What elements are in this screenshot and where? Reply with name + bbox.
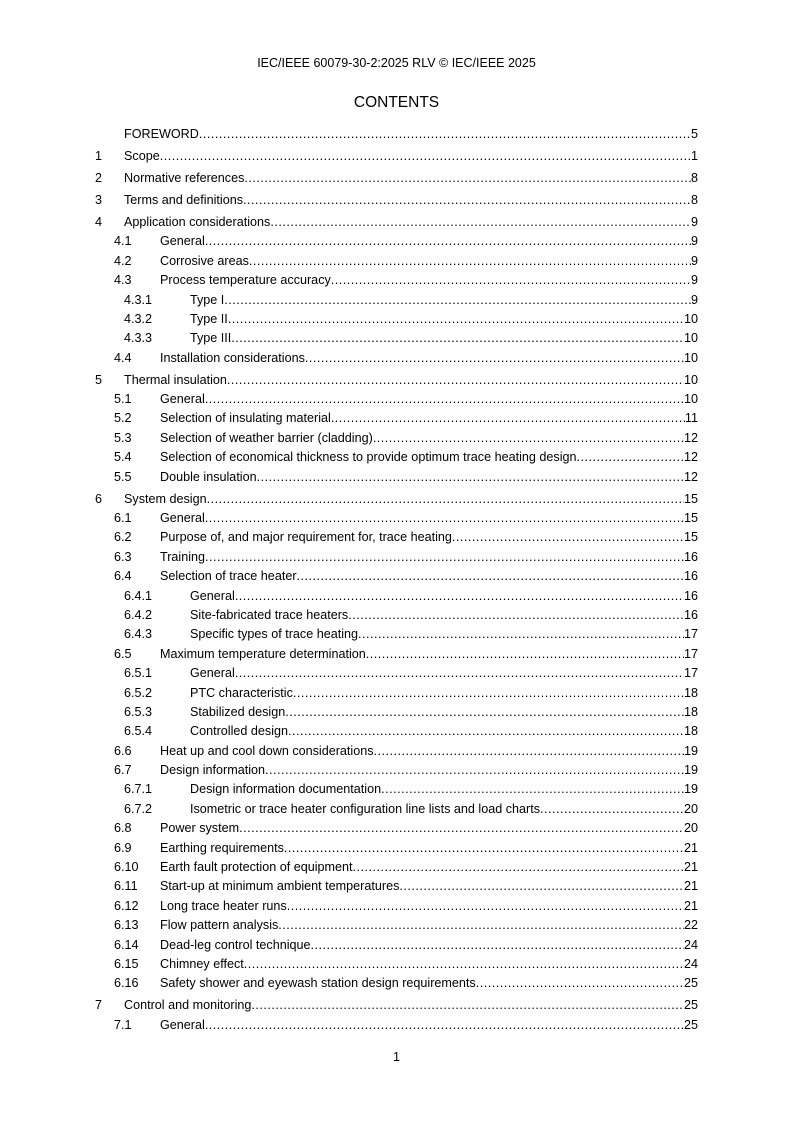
toc-entry[interactable] <box>95 147 698 166</box>
dot-leader <box>257 468 684 487</box>
toc-entry-number: 6.1 <box>114 510 132 525</box>
toc-entry[interactable] <box>95 448 698 467</box>
dot-leader <box>249 252 691 271</box>
dot-leader <box>284 839 684 858</box>
toc-entry-title: Process temperature accuracy <box>160 273 331 288</box>
toc-entry-number: 6.13 <box>114 918 139 933</box>
toc-entry-number: 6.12 <box>114 898 139 913</box>
toc-entry-page: 16 <box>683 549 698 564</box>
toc-entry-page: 21 <box>683 860 698 875</box>
toc-entry[interactable] <box>95 761 698 780</box>
toc-entry-page: 9 <box>690 273 698 288</box>
toc-entry-title: PTC characteristic <box>190 685 293 700</box>
toc-entry-number: 6.4.2 <box>124 607 153 622</box>
dot-leader <box>331 409 685 428</box>
toc-entry-page: 16 <box>683 588 698 603</box>
toc-entry[interactable] <box>95 232 698 251</box>
toc-entry-number: 6.4.1 <box>124 588 153 603</box>
toc-entry-page: 21 <box>683 898 698 913</box>
dot-leader <box>251 996 684 1015</box>
toc-entry-title: Maximum temperature determination <box>160 646 366 661</box>
toc-entry-page: 9 <box>690 292 698 307</box>
toc-entry-title: Isometric or trace heater configuration line lists and load charts <box>190 801 540 816</box>
toc-entry[interactable] <box>95 429 698 448</box>
toc-entry-title: General <box>160 1017 205 1032</box>
toc-entry[interactable] <box>95 645 698 664</box>
toc-entry-page: 25 <box>683 1017 698 1032</box>
toc-entry-title: Controlled design <box>190 724 289 739</box>
toc-entry-number: 6.7.1 <box>124 782 153 797</box>
toc-entry-page: 11 <box>684 411 698 426</box>
toc-entry-title: General <box>190 666 235 681</box>
toc-entry-page: 12 <box>683 450 698 465</box>
toc-entry-number: 4.2 <box>114 253 132 268</box>
toc-entry-number: 4.1 <box>114 234 132 249</box>
toc-entry-title: Corrosive areas <box>160 253 249 268</box>
dot-leader <box>205 1016 684 1035</box>
toc-entry-title: FOREWORD <box>124 127 199 141</box>
toc-entry-page: 9 <box>690 253 698 268</box>
toc-entry-number: 6.5.1 <box>124 666 153 681</box>
toc-entry-page: 15 <box>683 530 698 545</box>
toc-entry-page: 12 <box>683 469 698 484</box>
toc-entry-number: 6.5.3 <box>124 704 153 719</box>
toc-entry-title: Flow pattern analysis <box>160 918 279 933</box>
toc-entry-title: General <box>160 392 205 407</box>
toc-entry-title: Purpose of, and major requirement for, trace heating <box>160 530 452 545</box>
dot-leader <box>205 509 684 528</box>
toc-entry[interactable] <box>95 371 698 390</box>
toc-entry-title: Training <box>160 549 206 564</box>
toc-entry-title: Specific types of trace heating <box>190 627 359 642</box>
toc-entry-number: 6.9 <box>114 840 132 855</box>
document-header: IEC/IEEE 60079-30-2:2025 RLV © IEC/IEEE 2025 <box>257 56 536 70</box>
dot-leader <box>205 232 691 251</box>
toc-entry-number: 6.6 <box>114 743 132 758</box>
toc-entry-number: 7 <box>95 998 103 1013</box>
toc-entry[interactable] <box>95 291 698 310</box>
toc-entry-number: 6.10 <box>114 860 139 875</box>
toc-entry[interactable] <box>95 955 698 974</box>
toc-entry[interactable] <box>95 996 698 1015</box>
dot-leader <box>366 645 684 664</box>
toc-entry[interactable] <box>95 703 698 722</box>
dot-leader <box>270 213 691 232</box>
toc-entry-number: 5.5 <box>114 469 132 484</box>
toc-entry-page: 10 <box>683 372 698 387</box>
toc-entry-page: 18 <box>683 704 698 719</box>
dot-leader <box>373 429 684 448</box>
toc-entry-title: Dead-leg control technique <box>160 937 311 952</box>
toc-entry-page: 9 <box>690 214 698 229</box>
toc-entry[interactable] <box>95 800 698 819</box>
dot-leader <box>278 916 684 935</box>
toc-entry[interactable] <box>95 310 698 329</box>
dot-leader <box>227 371 684 390</box>
toc-entry-title: Terms and definitions <box>124 192 244 207</box>
toc-entry[interactable] <box>95 974 698 993</box>
toc-entry-number: 6 <box>95 491 103 506</box>
dot-leader <box>331 271 691 290</box>
toc-entry-page: 19 <box>683 782 698 797</box>
toc-entry-title: Selection of economical thickness to provide optimum trace heating design <box>160 450 577 465</box>
toc-entry-number: 4 <box>95 214 103 229</box>
toc-entry-number: 5.3 <box>114 430 132 445</box>
dot-leader <box>452 528 684 547</box>
dot-leader <box>297 567 684 586</box>
toc-entry[interactable] <box>95 409 698 428</box>
toc-entry-page: 19 <box>683 763 698 778</box>
toc-entry[interactable] <box>95 329 698 348</box>
toc-entry-title: Power system <box>160 821 240 836</box>
toc-entry-page: 10 <box>683 392 698 407</box>
toc-entry-title: General <box>160 234 205 249</box>
toc-entry-page: 17 <box>683 646 698 661</box>
toc-entry-title: Earth fault protection of equipment <box>160 860 353 875</box>
toc-entry-page: 18 <box>683 685 698 700</box>
toc-entry[interactable] <box>95 587 698 606</box>
toc-entry[interactable] <box>95 567 698 586</box>
dot-leader <box>231 329 684 348</box>
toc-entry-title: Heat up and cool down considerations <box>160 743 374 758</box>
toc-entry-number: 7.1 <box>114 1017 132 1032</box>
dot-leader <box>358 625 684 644</box>
toc-entry-page: 8 <box>690 192 698 207</box>
toc-entry-page: 16 <box>683 569 698 584</box>
toc-entry-number: 6.2 <box>114 530 132 545</box>
dot-leader <box>311 936 684 955</box>
toc-entry-number: 6.5.2 <box>124 685 153 700</box>
page-title: CONTENTS <box>353 94 440 111</box>
toc-entry-title: Stabilized design <box>190 704 286 719</box>
toc-entry[interactable] <box>95 897 698 916</box>
toc-entry-page: 24 <box>683 956 698 971</box>
dot-leader <box>160 147 691 166</box>
dot-leader <box>228 310 684 329</box>
table-of-contents <box>95 125 698 1035</box>
toc-entry-number: 6.16 <box>114 976 139 991</box>
toc-entry-number: 4.3.3 <box>124 331 153 346</box>
toc-entry-title: Selection of trace heater <box>160 569 297 584</box>
toc-entry-title: Design information documentation <box>190 782 382 797</box>
toc-entry-number: 6.7.2 <box>124 801 153 816</box>
dot-leader <box>235 587 684 606</box>
dot-leader <box>207 490 684 509</box>
toc-entry-page: 10 <box>683 331 698 346</box>
dot-leader <box>540 800 684 819</box>
dot-leader <box>235 664 684 683</box>
toc-entry-number: 6.14 <box>114 937 139 952</box>
toc-entry-number: 4.3 <box>114 273 132 288</box>
toc-entry[interactable] <box>95 349 698 368</box>
toc-entry-title: Scope <box>124 148 160 163</box>
dot-leader <box>285 703 684 722</box>
toc-entry-title: Safety shower and eyewash station design requirements <box>160 976 476 991</box>
dot-leader <box>305 349 684 368</box>
toc-entry[interactable] <box>95 271 698 290</box>
toc-entry-number: 4.4 <box>114 350 132 365</box>
toc-entry-number: 1 <box>95 148 103 163</box>
toc-entry[interactable] <box>95 625 698 644</box>
toc-entry[interactable] <box>95 742 698 761</box>
toc-entry-number: 6.5 <box>114 646 132 661</box>
toc-entry-page: 21 <box>683 879 698 894</box>
toc-entry-page: 25 <box>683 998 698 1013</box>
toc-entry-title: Type II <box>190 311 228 326</box>
toc-entry-number: 5.1 <box>114 392 132 407</box>
toc-entry[interactable] <box>95 606 698 625</box>
dot-leader <box>399 877 684 896</box>
toc-entry-number: 6.4.3 <box>124 627 153 642</box>
toc-entry-number: 3 <box>95 192 103 207</box>
toc-entry-title: Site-fabricated trace heaters <box>190 607 349 622</box>
toc-entry[interactable] <box>95 936 698 955</box>
toc-entry-page: 25 <box>683 976 698 991</box>
dot-leader <box>381 780 684 799</box>
toc-entry-number: 6.8 <box>114 821 132 836</box>
toc-entry[interactable] <box>95 468 698 487</box>
dot-leader <box>205 548 684 567</box>
toc-entry-number: 5 <box>95 372 103 387</box>
toc-entry[interactable] <box>95 125 698 144</box>
dot-leader <box>244 955 684 974</box>
toc-entry[interactable] <box>95 916 698 935</box>
toc-entry[interactable] <box>95 509 698 528</box>
toc-entry-title: Chimney effect <box>160 956 244 971</box>
toc-entry-page: 24 <box>683 937 698 952</box>
toc-entry[interactable] <box>95 722 698 741</box>
toc-entry-title: Selection of insulating material <box>160 411 331 426</box>
toc-entry[interactable] <box>95 169 698 188</box>
dot-leader <box>288 722 684 741</box>
toc-entry-number: 5.4 <box>114 450 132 465</box>
toc-entry[interactable] <box>95 191 698 210</box>
toc-entry-number: 6.3 <box>114 549 132 564</box>
toc-entry-page: 20 <box>683 821 698 836</box>
toc-entry-number: 6.15 <box>114 956 139 971</box>
toc-entry[interactable] <box>95 490 698 509</box>
toc-entry-number: 6.11 <box>114 879 138 894</box>
toc-entry-number: 4.3.2 <box>124 311 153 326</box>
toc-entry-title: Thermal insulation <box>124 372 227 387</box>
toc-entry-number: 6.7 <box>114 763 132 778</box>
toc-entry-page: 15 <box>683 491 698 506</box>
toc-entry-page: 18 <box>683 724 698 739</box>
toc-entry-title: Type I <box>190 292 225 307</box>
dot-leader <box>293 684 684 703</box>
toc-entry-page: 1 <box>690 148 698 163</box>
toc-entry-page: 21 <box>683 840 698 855</box>
dot-leader <box>199 125 691 144</box>
toc-entry-title: Long trace heater runs <box>160 898 287 913</box>
dot-leader <box>265 761 684 780</box>
toc-entry-number: 6.5.4 <box>124 724 153 739</box>
toc-entry-number: 4.3.1 <box>124 292 153 307</box>
dot-leader <box>353 858 684 877</box>
toc-entry-title: System design <box>124 491 207 506</box>
toc-entry-title: Design information <box>160 763 265 778</box>
dot-leader <box>577 448 684 467</box>
toc-entry[interactable] <box>95 213 698 232</box>
toc-entry-page: 16 <box>683 607 698 622</box>
toc-entry[interactable] <box>95 780 698 799</box>
dot-leader <box>476 974 684 993</box>
toc-entry-page: 20 <box>683 801 698 816</box>
toc-entry-title: Installation considerations <box>160 350 305 365</box>
toc-entry-title: Selection of weather barrier (cladding) <box>160 430 373 445</box>
toc-entry-page: 17 <box>683 666 698 681</box>
dot-leader <box>243 191 691 210</box>
toc-entry-title: General <box>190 588 235 603</box>
toc-entry[interactable] <box>95 548 698 567</box>
dot-leader <box>224 291 691 310</box>
toc-entry[interactable] <box>95 1016 698 1035</box>
dot-leader <box>205 390 684 409</box>
dot-leader <box>287 897 684 916</box>
toc-entry-title: Control and monitoring <box>124 998 252 1013</box>
toc-entry-title: Start-up at minimum ambient temperatures <box>160 879 400 894</box>
dot-leader <box>244 169 691 188</box>
toc-entry-number: 5.2 <box>114 411 132 426</box>
toc-entry[interactable] <box>95 839 698 858</box>
toc-entry-page: 12 <box>683 430 698 445</box>
toc-entry-page: 17 <box>683 627 698 642</box>
toc-entry-page: 10 <box>683 350 698 365</box>
toc-entry-number: 2 <box>95 170 103 185</box>
toc-entry[interactable] <box>95 858 698 877</box>
toc-entry[interactable] <box>95 877 698 896</box>
toc-entry-title: General <box>160 510 205 525</box>
toc-entry-page: 22 <box>683 918 698 933</box>
dot-leader <box>348 606 684 625</box>
page-number: 1 <box>393 1050 400 1064</box>
toc-entry-title: Application considerations <box>124 214 271 229</box>
toc-entry-title: Normative references <box>124 170 245 185</box>
toc-entry-title: Double insulation <box>160 469 257 484</box>
toc-entry[interactable] <box>95 684 698 703</box>
toc-entry-number: 6.4 <box>114 569 132 584</box>
dot-leader <box>374 742 684 761</box>
toc-entry-page: 19 <box>683 743 698 758</box>
toc-entry-page: 5 <box>690 127 698 141</box>
toc-entry-page: 10 <box>683 311 698 326</box>
toc-entry[interactable] <box>95 819 698 838</box>
toc-entry-title: Type III <box>190 331 232 346</box>
toc-entry-title: Earthing requirements <box>160 840 284 855</box>
toc-entry-page: 8 <box>690 170 698 185</box>
dot-leader <box>239 819 684 838</box>
toc-entry[interactable] <box>95 252 698 271</box>
toc-entry[interactable] <box>95 528 698 547</box>
toc-entry-page: 9 <box>690 234 698 249</box>
toc-entry-page: 15 <box>683 510 698 525</box>
toc-entry[interactable] <box>95 390 698 409</box>
toc-entry[interactable] <box>95 664 698 683</box>
